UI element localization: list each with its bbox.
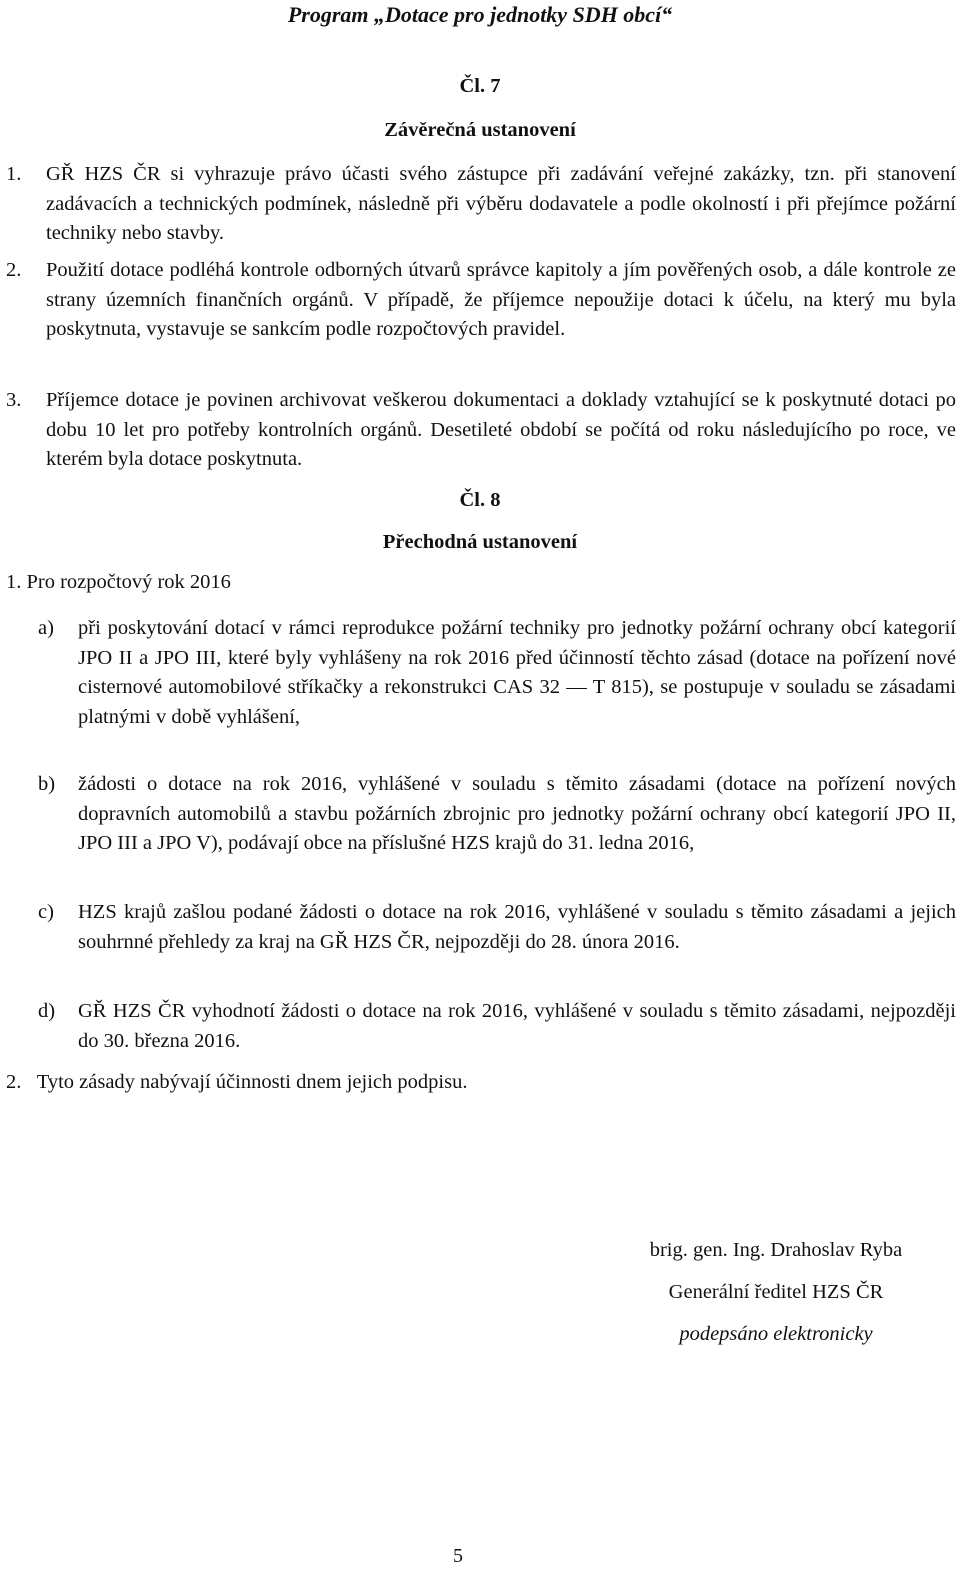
signature-note: podepsáno elektronicky [679, 1323, 873, 1345]
article-7-item-1-number: 1. [6, 163, 22, 185]
article-7-title: Závěrečná ustanovení [384, 119, 576, 141]
article-7-item-2-text: Použití dotace podléhá kontrole odborných útvarů správce kapitoly a jím pověřených osob, a dále kontrole ze strany územních finančních orgánů. V případě, že příjemce nepoužije dotaci k účelu, na který mu byla poskytnuta, vystavuje se sankcím podle rozpočtových pravidel. [46, 259, 956, 340]
article-7-item-3-number: 3. [6, 389, 22, 411]
page-number: 5 [453, 1545, 463, 1567]
subitem-a-label: a) [38, 617, 54, 639]
article-7-item-2-number: 2. [6, 259, 22, 281]
subitem-b-text: žádosti o dotace na rok 2016, vyhlášené v souladu s těmito zásadami (dotace na pořízení nových dopravních automobilů a stavbu požárních zbrojnic pro jednotky požární ochrany obcí kategorií JPO II, JPO III a JPO V), podávají obce na příslušné HZS krajů do 31. ledna 2016, [78, 773, 956, 854]
article-7-item-3-text: Příjemce dotace je povinen archivovat veškerou dokumentaci a doklady vztahující se k poskytnuté dotaci po dobu 10 let pro potřeby kontrolních orgánů. Desetileté období se počítá od roku následujícího po roce, ve kterém byla dotace poskytnuta. [46, 389, 956, 470]
article-8-item-2: 2. Tyto zásady nabývají účinnosti dnem jejich podpisu. [6, 1071, 468, 1093]
subitem-c-label: c) [38, 901, 54, 923]
subitem-d-label: d) [38, 1000, 56, 1022]
article-8-item-1: 1. Pro rozpočtový rok 2016 [6, 571, 231, 593]
subitem-a-text: při poskytování dotací v rámci reprodukce požární techniky pro jednotky požární ochrany obcí kategorií JPO II a JPO III, které byly vyhlášeny na rok 2016 před účinností těchto zásad (dotace na pořízení nové cisternové automobilové stříkačky a rekonstrukci CAS 32 — T 815), se postupuje v souladu se zásadami platnými v době vyhlášení, [78, 617, 956, 728]
signature-role: Generální ředitel HZS ČR [668, 1281, 884, 1303]
subitem-c-text: HZS krajů zašlou podané žádosti o dotace na rok 2016, vyhlášené v souladu s těmito zásadami a jejich souhrnné přehledy za kraj na GŘ HZS ČR, nejpozději do 28. února 2016. [78, 901, 956, 953]
page-header: Program „Dotace pro jednotky SDH obcí“ [287, 2, 673, 27]
article-8-number: Čl. 8 [459, 489, 501, 511]
article-8-title: Přechodná ustanovení [382, 531, 578, 553]
signature-name: brig. gen. Ing. Drahoslav Ryba [649, 1239, 903, 1261]
article-7-number: Čl. 7 [459, 75, 501, 97]
article-7-item-1-text: GŘ HZS ČR si vyhrazuje právo účasti svého zástupce při zadávání veřejné zakázky, tzn. při stanovení zadávacích a technických podmínek, následně při výběru dodavatele a podle okolností i při přejímce požární techniky nebo stavby. [46, 163, 956, 244]
subitem-b-label: b) [38, 773, 56, 795]
subitem-d-text: GŘ HZS ČR vyhodnotí žádosti o dotace na rok 2016, vyhlášené v souladu s těmito zásadami, nejpozději do 30. března 2016. [78, 1000, 956, 1052]
